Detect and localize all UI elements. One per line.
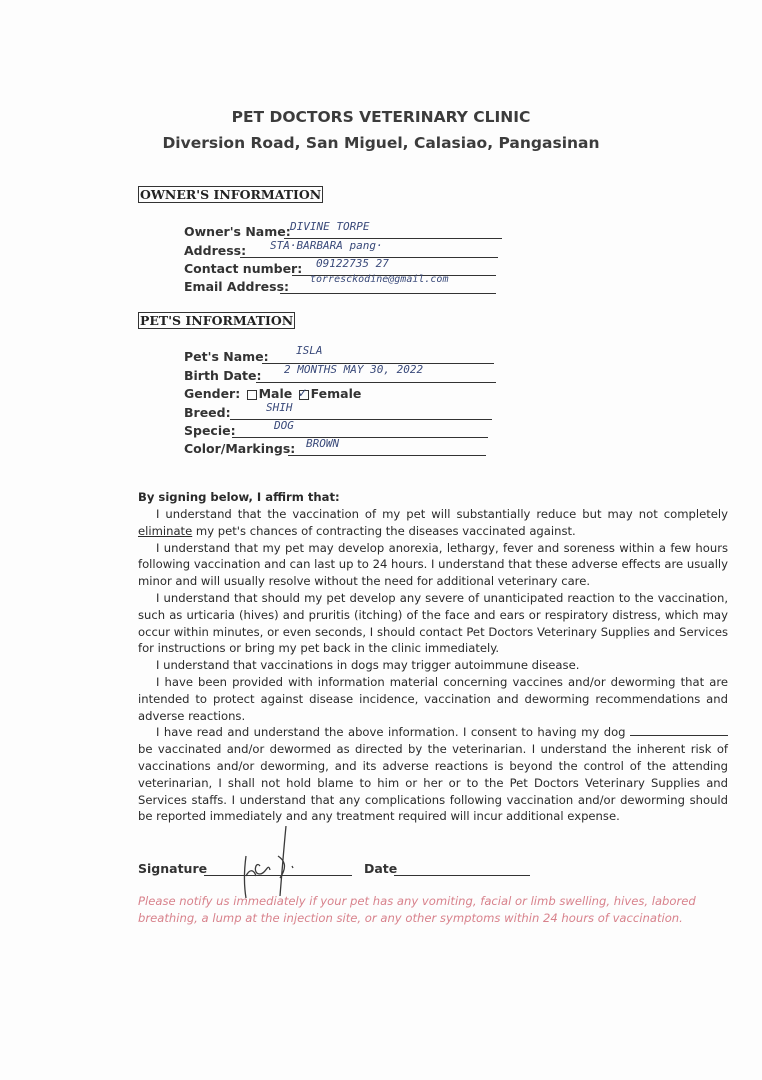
affirm-heading: By signing below, I affirm that: (138, 490, 340, 504)
signature-label: Signature (138, 861, 208, 876)
specie-line (232, 423, 488, 438)
owner-section-heading: OWNER'S INFORMATION (140, 187, 322, 202)
affirm-paragraph-4: I understand that vaccinations in dogs may trigger autoimmune disease. (156, 658, 580, 673)
birth-date-label: Birth Date: (184, 368, 262, 383)
color-label: Color/Markings: (184, 441, 296, 456)
address-label: Address: (184, 243, 247, 258)
gender-male-label: Male (258, 386, 293, 401)
clinic-name: PET DOCTORS VETERINARY CLINIC (231, 108, 531, 126)
affirm-paragraph-1: I understand that the vaccination of my pet will substantially reduce but may not completely eliminate my pet's chances of contracting the diseases vaccinated against. (138, 507, 728, 538)
color-value: BROWN (306, 437, 340, 450)
gender-female-checkbox[interactable]: ✓ (297, 385, 308, 400)
specie-label: Specie: (184, 423, 236, 438)
pet-section-heading: PET'S INFORMATION (140, 313, 294, 328)
pet-name-label: Pet's Name: (184, 349, 269, 364)
pet-name-value: ISLA (296, 344, 323, 357)
clinic-address: Diversion Road, San Miguel, Calasiao, Pangasinan (162, 134, 600, 152)
affirm-paragraphs (138, 506, 728, 825)
birth-date-value: 2 MONTHS MAY 30, 2022 (284, 363, 424, 376)
affirm-paragraph-3: I understand that should my pet develop any severe of unanticipated reaction to the vaccination, such as urticaria (hives) and pruritis (itching) of the face and ears or respiratory distress, which may occur within minutes, or even seconds, I should contact Pet Doctors Veterinary Supplies and Services for instructions or bring my pet back in the clinic immediately. (138, 590, 728, 656)
gender-label: Gender: (184, 386, 241, 401)
gender-row (184, 386, 361, 401)
date-label: Date (364, 861, 398, 876)
owner-name-value: DIVINE TORPE (290, 220, 370, 233)
notify-note: Please notify us immediately if your pet has any vomiting, facial or limb swelling, hives, labored breathing, a lump at the injection site, or any other symptoms within 24 hours of vaccination. (138, 894, 696, 925)
affirm-paragraph-5: I have been provided with information material concerning vaccines and/or deworming that are intended to protect against disease incidence, vaccination and deworming recommendations and adverse reactions. (138, 674, 728, 723)
gender-female-label: Female (310, 386, 362, 401)
affirm-paragraph-2: I understand that my pet may develop anorexia, lethargy, fever and soreness within a few hours following vaccination and can last up to 24 hours. I understand that these adverse effects are usually minor and will usually resolve without the need for additional veterinary care. (138, 540, 728, 589)
affirm-paragraph-6: I have read and understand the above information. I consent to having my dog be vaccinated and/or dewormed as directed by the veterinarian. I understand the inherent risk of vaccinations and/or deworming, and its adverse reactions is beyond the control of the attending veterinarian, I shall not hold blame to him or her or to the Pet Doctors Veterinary Supplies and Services staffs. I understand that any complications following vaccination and/or deworming should be reported immediately and any treatment required will incur additional expense. (138, 725, 728, 824)
contact-label: Contact number: (184, 261, 303, 276)
date-line[interactable] (394, 861, 530, 876)
breed-value: SHIH (266, 401, 293, 414)
email-label: Email Address: (184, 279, 290, 294)
dog-name-blank[interactable] (630, 725, 728, 736)
specie-value: DOG (274, 419, 294, 432)
email-value: torresckodine@gmail.com (310, 274, 449, 285)
address-value: STA·BARBARA pang· (270, 239, 383, 252)
breed-label: Breed: (184, 405, 231, 420)
gender-male-checkbox[interactable] (247, 390, 257, 400)
contact-value: 09122735 27 (316, 257, 389, 270)
owner-name-label: Owner's Name: (184, 224, 291, 239)
